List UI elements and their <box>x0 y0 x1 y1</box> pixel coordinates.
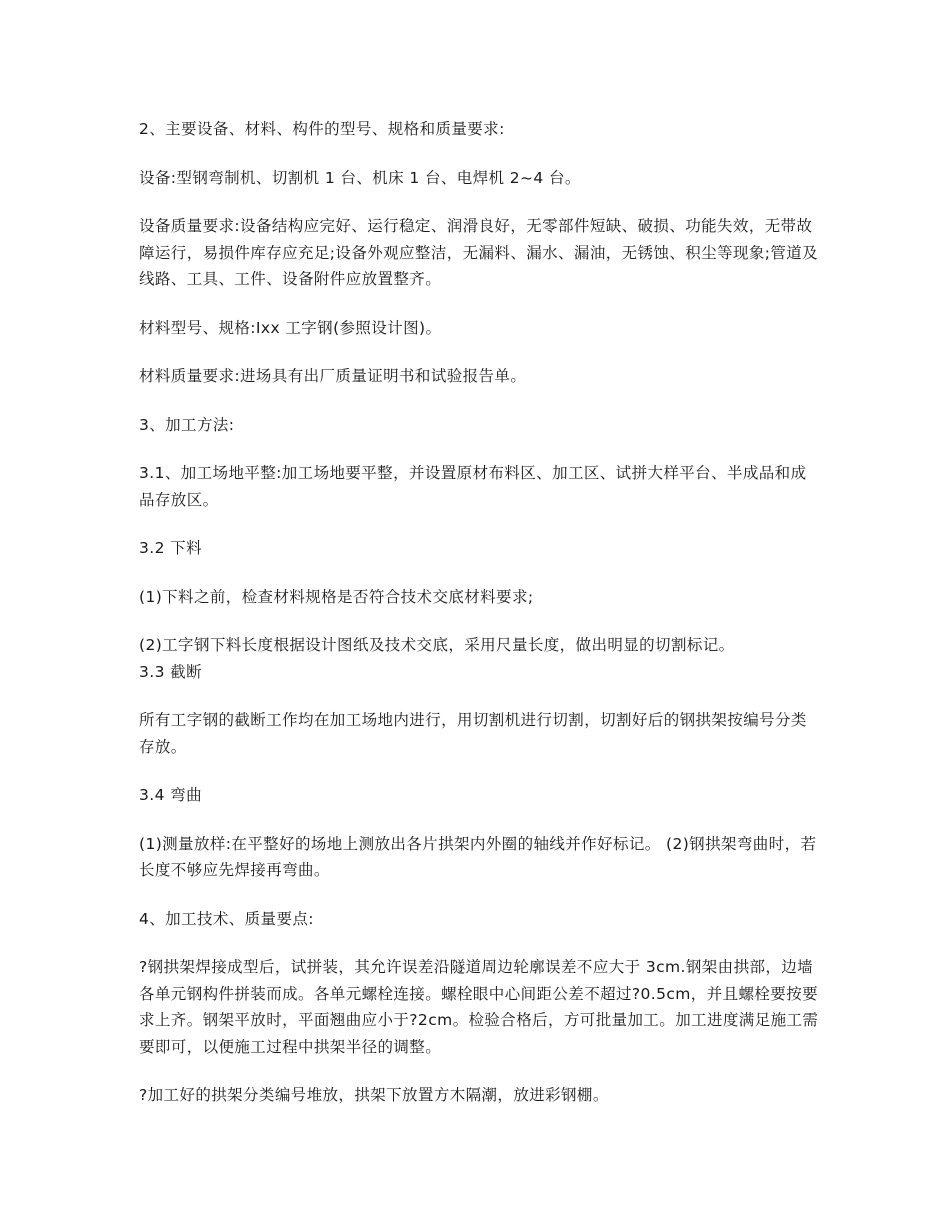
sectioning-paragraph: 所有工字钢的截断工作均在加工场地内进行，用切割机进行切割，切割好后的钢拱架按编号分类存放。 <box>139 711 807 756</box>
bending-heading: 3.4 弯曲 <box>139 786 202 804</box>
cutting-step-1: (1)下料之前，检查材料规格是否符合技术交底材料要求; <box>139 587 534 606</box>
cutting-step-2: (2)工字钢下料长度根据设计图纸及技术交底，采用尺量长度，做出明显的切割标记。 <box>139 636 735 654</box>
document-body <box>139 116 819 1131</box>
quality-points-paragraph-1: ?钢拱架焊接成型后，试拼装，其允许误差沿隧道周边轮廓误差不应大于 3cm.钢架由拱部，边墙各单元钢构件拼装而成。各单元螺栓连接。螺栓眼中心间距公差不超过?0.5cm，并且螺栓要按要求上齐。钢架平放时，平面翘曲应小于?2cm。检验合格后，方可批量加工。加工进度满足施工需要即可，以便施工过程中拱架半径的调整。 <box>139 958 819 1056</box>
equipment-list: 设备:型钢弯制机、切割机 1 台、机床 1 台、电焊机 2~4 台。 <box>139 168 581 187</box>
section-4-heading: 4、加工技术、质量要点: <box>139 909 314 928</box>
equipment-quality-requirements: 设备质量要求:设备结构应完好、运行稳定、润滑良好，无零部件短缺、破损、功能失效，无带故障运行，易损件库存应充足;设备外观应整洁，无漏料、漏水、漏油，无锈蚀、积尘等现象;管道及线路、工具、工件、设备附件应放置整齐。 <box>139 217 819 288</box>
sectioning-heading: 3.3 截断 <box>139 662 202 681</box>
section-2-heading: 2、主要设备、材料、构件的型号、规格和质量要求: <box>139 120 505 138</box>
cutting-material-heading: 3.2 下料 <box>139 539 202 557</box>
section-3-heading: 3、加工方法: <box>139 415 235 434</box>
quality-points-paragraph-2: ?加工好的拱架分类编号堆放，拱架下放置方木隔潮，放进彩钢棚。 <box>139 1086 609 1104</box>
material-quality-requirements: 材料质量要求:进场具有出厂质量证明书和试验报告单。 <box>139 367 527 385</box>
site-leveling-paragraph: 3.1、加工场地平整:加工场地要平整，并设置原材布料区、加工区、试拼大样平台、半成品和成品存放区。 <box>139 464 807 509</box>
bending-paragraph: (1)测量放样:在平整好的场地上测放出各片拱架内外圈的轴线并作好标记。 (2)钢拱架弯曲时，若长度不够应先焊接再弯曲。 <box>139 834 817 879</box>
material-specification: 材料型号、规格:Ixx 工字钢(参照设计图)。 <box>139 318 442 337</box>
